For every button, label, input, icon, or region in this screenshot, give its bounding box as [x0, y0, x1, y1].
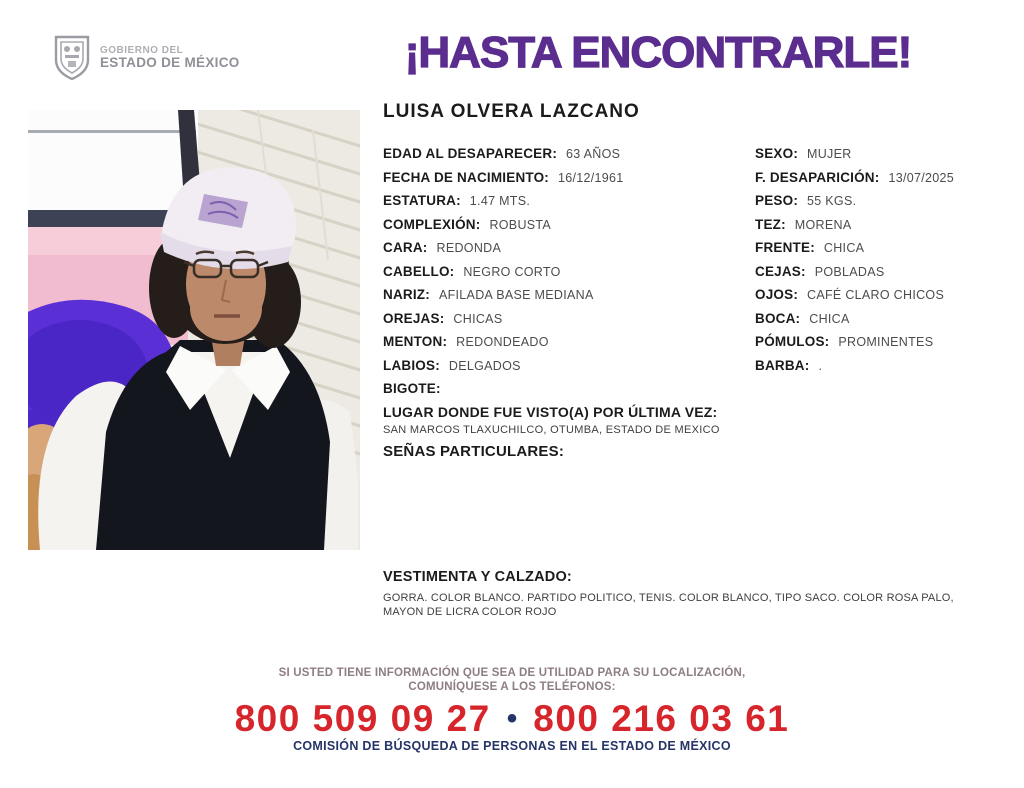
- phone-number-1: 800 509 09 27: [234, 698, 491, 739]
- field-label: PESO:: [755, 193, 799, 208]
- field-row: [383, 264, 748, 288]
- field-value: MUJER: [807, 147, 852, 161]
- field-label: NARIZ:: [383, 287, 430, 302]
- bullet-separator: •: [506, 702, 518, 735]
- field-row: [383, 358, 748, 382]
- field-row: [755, 146, 1017, 170]
- field-value: NEGRO CORTO: [463, 264, 561, 279]
- field-value: MORENA: [794, 217, 852, 232]
- field-value: PROMINENTES: [838, 335, 934, 349]
- field-label: F. DESAPARICIÓN:: [755, 169, 880, 185]
- field-value: CHICAS: [453, 311, 503, 326]
- field-value: REDONDA: [436, 241, 502, 255]
- field-value: CHICA: [809, 311, 850, 326]
- field-value: 13/07/2025: [888, 170, 955, 185]
- field-row: [383, 381, 748, 405]
- field-label: LABIOS:: [383, 357, 440, 373]
- description-fields-right: [755, 146, 1017, 381]
- field-row: [755, 193, 1017, 217]
- logo-line1: GOBIERNO DEL: [100, 44, 184, 56]
- field-label: FECHA DE NACIMIENTO:: [383, 169, 549, 185]
- contact-instructions-line1: SI USTED TIENE INFORMACIÓN QUE SEA DE UTILIDAD PARA SU LOCALIZACIÓN,: [278, 667, 746, 679]
- field-value: POBLADAS: [814, 264, 885, 279]
- field-label: CABELLO:: [383, 263, 455, 279]
- field-value: DELGADOS: [448, 358, 521, 373]
- state-shield-icon: [52, 34, 92, 82]
- field-label: FRENTE:: [755, 240, 815, 255]
- field-value: 1.47 MTS.: [469, 194, 531, 208]
- field-value: 63 AÑOS: [566, 147, 621, 161]
- missing-person-photo: [28, 110, 360, 550]
- field-label: ESTATURA:: [383, 193, 461, 208]
- field-row: [383, 170, 748, 194]
- description-fields-left: [383, 146, 748, 405]
- contact-instructions-line2: COMUNÍQUESE A LOS TELÉFONOS:: [408, 681, 616, 693]
- field-row: [383, 217, 748, 241]
- gobierno-edomex-logo: [52, 34, 240, 82]
- field-row: [383, 311, 748, 335]
- field-row: [755, 311, 1017, 335]
- field-label: OJOS:: [755, 287, 799, 302]
- field-label: PÓMULOS:: [755, 334, 830, 349]
- field-value: REDONDEADO: [456, 335, 549, 349]
- logo-text: [100, 46, 240, 71]
- last-seen-value: SAN MARCOS TLAXUCHILCO, OTUMBA, ESTADO DE MEXICO: [383, 424, 720, 436]
- field-row: [755, 264, 1017, 288]
- field-value: 55 KGS.: [807, 194, 857, 208]
- field-label: BARBA:: [755, 357, 810, 373]
- field-row: [383, 287, 748, 311]
- field-label: COMPLEXIÓN:: [383, 216, 481, 232]
- field-row: [755, 217, 1017, 241]
- person-name: LUISA OLVERA LAZCANO: [383, 101, 640, 122]
- contact-instructions: [12, 666, 1012, 694]
- field-label: CARA:: [383, 240, 428, 255]
- field-label: TEZ:: [755, 216, 786, 232]
- field-row: [755, 170, 1017, 194]
- clothing-value: GORRA. COLOR BLANCO. PARTIDO POLITICO, TENIS. COLOR BLANCO, TIPO SACO. COLOR ROSA PALO, MAYON DE LICRA COLOR ROJO: [383, 592, 954, 618]
- field-value: CHICA: [823, 241, 865, 255]
- field-label: BIGOTE:: [383, 381, 441, 396]
- field-label: SEXO:: [755, 146, 799, 161]
- last-seen-label: LUGAR DONDE FUE VISTO(A) POR ÚLTIMA VEZ:: [383, 404, 718, 420]
- logo-line2: ESTADO DE MÉXICO: [100, 55, 240, 71]
- field-value: 16/12/1961: [558, 170, 624, 185]
- phone-numbers: [12, 698, 1012, 740]
- phone-number-2: 800 216 03 61: [533, 698, 790, 739]
- field-label: MENTON:: [383, 334, 448, 349]
- field-value: .: [818, 358, 823, 373]
- field-row: [383, 193, 748, 217]
- field-value: CAFÉ CLARO CHICOS: [807, 288, 945, 302]
- field-label: OREJAS:: [383, 310, 445, 326]
- poster-headline: ¡HASTA ENCONTRARLE!: [404, 28, 912, 77]
- field-row: [383, 240, 748, 264]
- search-commission-name: COMISIÓN DE BÚSQUEDA DE PERSONAS EN EL ESTADO DE MÉXICO: [293, 739, 731, 753]
- clothing-label: VESTIMENTA Y CALZADO:: [383, 569, 572, 585]
- field-value: ROBUSTA: [489, 217, 552, 232]
- field-label: CEJAS:: [755, 263, 806, 279]
- field-row: [383, 146, 748, 170]
- field-row: [755, 240, 1017, 264]
- field-row: [755, 334, 1017, 358]
- photo-illustration: [28, 110, 360, 550]
- field-value: AFILADA BASE MEDIANA: [438, 288, 594, 302]
- field-row: [755, 358, 1017, 382]
- field-label: BOCA:: [755, 310, 801, 326]
- particular-signs-label: SEÑAS PARTICULARES:: [383, 443, 565, 460]
- field-label: EDAD AL DESAPARECER:: [383, 146, 558, 161]
- field-row: [755, 287, 1017, 311]
- field-row: [383, 334, 748, 358]
